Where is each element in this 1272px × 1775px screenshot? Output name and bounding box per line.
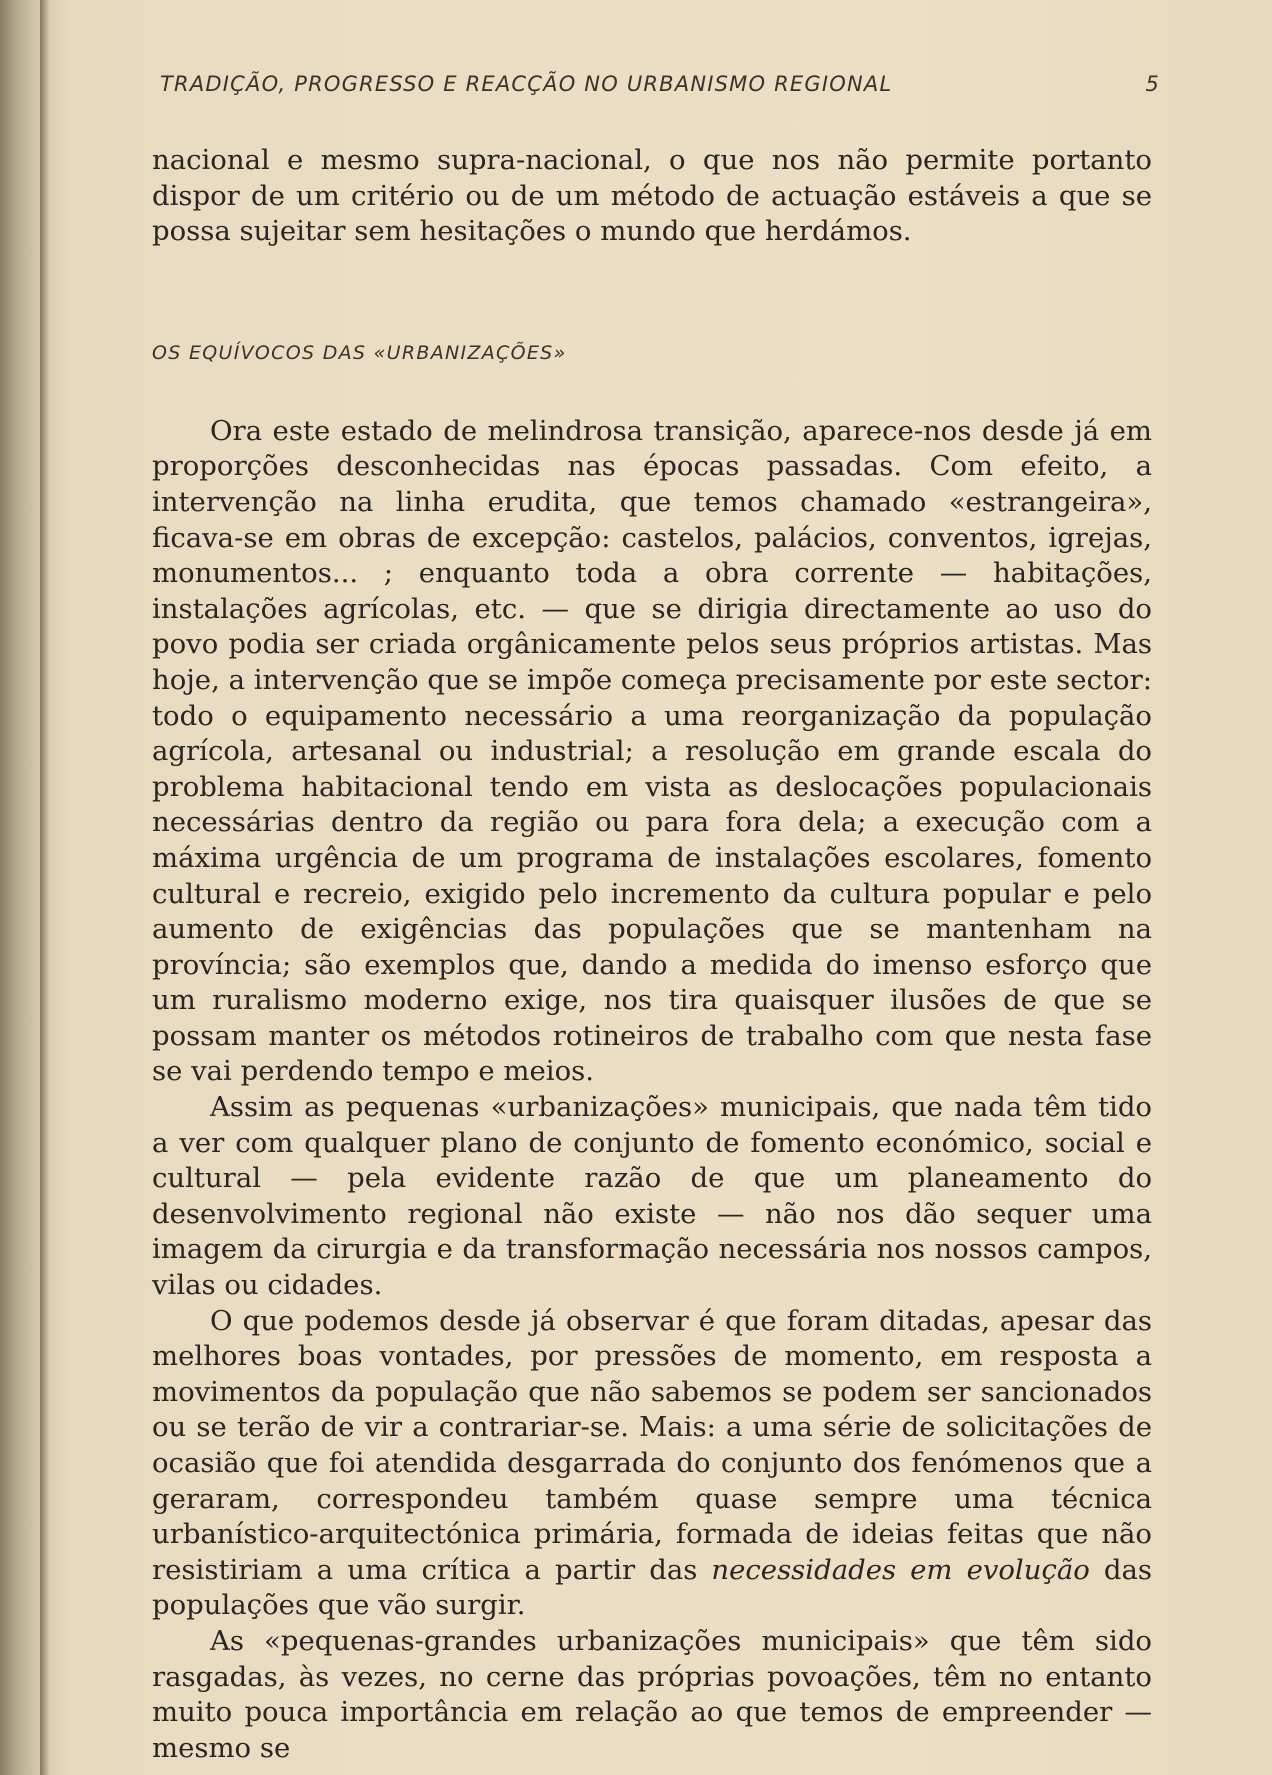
paragraph-2: Ora este estado de melindrosa transição, aparece-nos desde já em proporções desconhecidas nas épocas passadas. Com efeito, a intervenção na linha erudita, que temos chamado «estrangeira», ficava-se em obras de excepção: castelos, palácios, conventos, igrejas, monumentos... ; enquanto toda a obra corrente — habitações, instalações agrícolas, etc. — que se dirigia directamente ao uso do povo podia ser criada orgânicamente pelos seus próprios artistas. Mas hoje, a intervenção que se impõe começa precisamente por este sector: todo o equipamento necessário a uma reorganização da população agrícola, artesanal ou industrial; a resolução em grande escala do problema habitacional tendo em vista as deslocações populacionais necessárias dentro da região ou para fora dela; a execução com a máxima urgência de um programa de instalações escolares, fomento cultural e recreio, exigido pelo incremento da cultura popular e pelo aumento de exigências das populações que se mantenham na província; são exemplos que, dando a medida do imenso esforço que um ruralismo moderno exige, nos tira quaisquer ilusões de que se possam manter os métodos rotineiros de trabalho com que nesta fase se vai perdendo tempo e meios. — [152, 414, 1152, 1088]
section-heading: OS EQUÍVOCOS DAS «URBANIZAÇÕES» — [152, 341, 567, 364]
running-title: TRADIÇÃO, PROGRESSO E REACÇÃO NO URBANISMO REGIONAL — [160, 72, 893, 96]
paragraph-1: nacional e mesmo supra-nacional, o que nos não permite portanto dispor de um critério ou de um método de actuação estáveis a que se possa sujeitar sem hesitações o mundo que herdámos. — [152, 144, 1152, 248]
paragraph-5: As «pequenas-grandes urbanizações municipais» que têm sido rasgadas, às vezes, no cerne das próprias povoações, têm no entanto muito pouca importância em relação ao que temos de empreender — mesmo se — [152, 1624, 1152, 1764]
page-content — [152, 143, 1152, 1766]
paragraph-4-emphasis: necessidades em evolução — [711, 1553, 1090, 1586]
spine-shadow — [40, 0, 50, 1775]
paragraph-4-text-before: O que podemos desde já observar é que foram ditadas, apesar das melhores boas vontades, por pressões de momento, em resposta a movimentos da população que não sabemos se podem ser sancionados ou se terão de vir a contrariar-se. Mais: a uma série de solicitações de ocasião que foi atendida desgarrada do conjunto dos fenómenos que a geraram, correspondeu também quase sempre uma técnica urbanístico-arquitectónica primária, formada de ideias feitas que não resistiriam a uma crítica a partir das — [152, 1304, 1152, 1586]
running-head — [160, 68, 1160, 108]
page-number: 5 — [1145, 72, 1160, 96]
paragraph-3: Assim as pequenas «urbanizações» municipais, que nada têm tido a ver com qualquer plano de conjunto de fomento económico, social e cultural — pela evidente razão de que um planeamento do desenvolvimento regional não existe — não nos dão sequer uma imagem da cirurgia e da transformação necessária nos nossos campos, vilas ou cidades. — [152, 1091, 1152, 1302]
paragraph-4 — [152, 1304, 1152, 1624]
paragraph-4-text-after: das populações que vão surgir. — [152, 1553, 1152, 1622]
